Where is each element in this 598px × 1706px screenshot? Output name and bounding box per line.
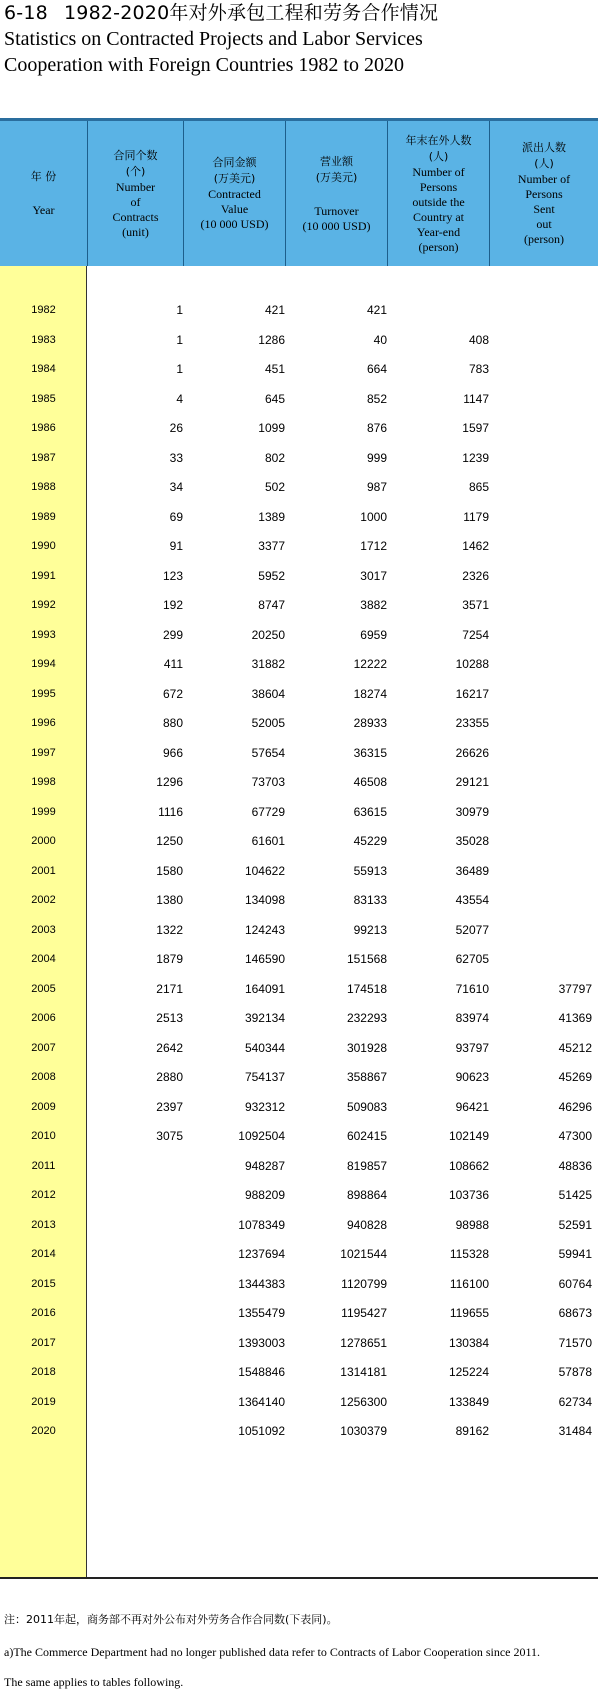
cell-contracts: 1380 [156, 893, 183, 907]
cell-persons-abroad: 1239 [462, 450, 489, 465]
cell-persons-abroad: 103736 [448, 1188, 489, 1202]
cell-contracts: 1 [176, 303, 183, 317]
header-sent-en-1: Number of [517, 172, 571, 186]
header-contracts-en-4: (unit) [122, 224, 149, 239]
header-contracts-en-2: of [130, 194, 141, 209]
header-year [0, 121, 87, 266]
cell-contracts: 2397 [156, 1099, 183, 1114]
cell-contracted-value: 1078349 [238, 1217, 285, 1232]
header-abroad-unit: (人) [428, 149, 449, 163]
footnote-english-2: The same applies to tables following. [4, 1675, 184, 1689]
cell-contracted-value: 540344 [244, 1040, 285, 1055]
cell-year: 2001 [31, 864, 56, 877]
cell-persons-abroad: 865 [468, 480, 489, 494]
cell-contracted-value: 164091 [244, 981, 285, 996]
table-row [0, 471, 598, 503]
cell-year: 1987 [31, 451, 56, 464]
title-english-line-2: Cooperation with Foreign Countries 1982 to 2020 [4, 54, 404, 76]
cell-contracted-value: 73703 [251, 775, 285, 789]
cell-year: 1993 [31, 628, 56, 641]
cell-turnover: 83133 [353, 893, 387, 907]
cell-year: 2018 [31, 1366, 56, 1378]
cell-persons-sent: 37797 [558, 981, 592, 996]
cell-contracted-value: 1099 [258, 421, 285, 435]
cell-contracted-value: 502 [264, 480, 285, 494]
cell-contracts: 1250 [156, 834, 183, 848]
table-row [0, 1150, 598, 1182]
cell-persons-abroad: 102149 [448, 1129, 489, 1143]
table-header [0, 121, 598, 266]
table-row [0, 1415, 598, 1447]
header-turnover [285, 121, 387, 266]
header-sent-en-2: Persons [525, 187, 563, 201]
header-sent-cn: 派出人数 [522, 141, 566, 154]
cell-turnover: 1195427 [341, 1306, 387, 1320]
header-contracts [87, 121, 183, 266]
table-row [0, 1091, 598, 1123]
cell-persons-abroad: 115328 [449, 1247, 489, 1261]
cell-turnover: 3882 [360, 598, 387, 612]
cell-contracted-value: 1548846 [238, 1365, 285, 1379]
cell-year: 2012 [31, 1189, 56, 1201]
cell-turnover: 1030379 [340, 1424, 387, 1438]
cell-year: 1989 [31, 510, 56, 523]
cell-persons-sent: 71570 [558, 1335, 592, 1350]
cell-contracted-value: 8747 [258, 598, 285, 612]
table-row [0, 353, 598, 385]
header-value-en-2: Value [220, 202, 249, 216]
cell-persons-abroad: 90623 [455, 1070, 489, 1084]
table-body [0, 266, 598, 1577]
cell-turnover: 174518 [346, 981, 387, 996]
table-row [0, 707, 598, 739]
table-row [0, 1386, 598, 1418]
cell-contracts: 880 [162, 716, 183, 730]
header-turnover-cn: 营业额 [320, 154, 353, 168]
table-row [0, 1179, 598, 1211]
table-row [0, 294, 598, 326]
table-row [0, 619, 598, 651]
cell-persons-abroad: 96421 [455, 1099, 489, 1114]
cell-year: 2019 [31, 1395, 56, 1408]
cell-year: 1990 [31, 540, 56, 552]
cell-persons-abroad: 16217 [455, 686, 489, 701]
table-bottom-rule [0, 1577, 598, 1579]
cell-persons-sent: 45269 [558, 1070, 592, 1084]
cell-turnover: 63615 [353, 804, 387, 819]
cell-turnover: 987 [366, 480, 387, 494]
cell-contracted-value: 3377 [258, 539, 285, 553]
cell-turnover: 1021544 [340, 1247, 387, 1261]
cell-persons-abroad: 408 [468, 332, 489, 347]
cell-contracted-value: 754137 [244, 1070, 285, 1084]
cell-contracted-value: 134098 [244, 893, 285, 907]
table-row [0, 1061, 598, 1093]
footnote-english-1: a)The Commerce Department had no longer published data refer to Contracts of Labor Cooperation since 2011. [4, 1645, 541, 1659]
cell-turnover: 301928 [346, 1040, 387, 1055]
table-row [0, 1209, 598, 1241]
cell-contracted-value: 1393003 [238, 1335, 285, 1350]
cell-year: 1983 [31, 333, 56, 346]
cell-persons-sent: 52591 [558, 1217, 592, 1232]
cell-contracted-value: 52005 [251, 716, 285, 730]
cell-year: 2017 [31, 1336, 56, 1349]
cell-contracted-value: 421 [264, 303, 285, 317]
cell-persons-abroad: 133849 [448, 1394, 489, 1409]
cell-contracted-value: 1092504 [238, 1129, 285, 1143]
header-abroad-en-3: outside the [412, 194, 465, 209]
cell-contracts: 34 [169, 480, 183, 494]
cell-persons-sent: 60764 [558, 1276, 592, 1291]
cell-persons-sent: 48836 [558, 1158, 592, 1173]
cell-year: 1995 [31, 687, 56, 700]
header-value-en-1: Contracted [208, 187, 261, 201]
cell-persons-abroad: 2326 [462, 568, 489, 583]
header-sent-en-4: out [536, 217, 552, 231]
cell-contracts: 966 [162, 745, 183, 760]
cell-year: 1992 [31, 599, 56, 611]
table-row [0, 442, 598, 474]
cell-persons-abroad: 3571 [462, 598, 489, 612]
cell-persons-abroad: 125224 [448, 1365, 489, 1379]
cell-year: 2020 [31, 1425, 56, 1437]
cell-contracted-value: 1051092 [238, 1424, 285, 1438]
table-row [0, 560, 598, 592]
cell-contracted-value: 61601 [251, 834, 285, 848]
cell-contracts: 1 [176, 332, 183, 347]
cell-contracts: 1322 [156, 922, 183, 937]
cell-year: 1984 [31, 363, 56, 375]
cell-persons-sent: 51425 [558, 1188, 592, 1202]
cell-year: 2014 [31, 1248, 56, 1260]
header-contracts-en-1: Number [115, 179, 156, 194]
cell-contracts: 4 [176, 391, 183, 406]
cell-contracts: 672 [162, 686, 183, 701]
cell-turnover: 999 [366, 450, 387, 465]
cell-turnover: 509083 [346, 1099, 387, 1114]
cell-persons-abroad: 783 [468, 362, 489, 376]
cell-turnover: 151568 [346, 952, 387, 966]
header-contracted-value [183, 121, 285, 266]
cell-year: 2004 [31, 953, 56, 965]
table-row [0, 1032, 598, 1064]
cell-contracted-value: 5952 [258, 568, 285, 583]
cell-year: 1998 [31, 776, 56, 788]
cell-persons-abroad: 7254 [462, 627, 489, 642]
header-sent-en-5: (person) [524, 232, 564, 246]
cell-persons-abroad: 62705 [455, 952, 489, 966]
statistics-table [0, 118, 598, 1578]
cell-contracts: 411 [163, 657, 183, 671]
cell-turnover: 1000 [360, 509, 387, 524]
cell-contracts: 3075 [156, 1129, 183, 1143]
cell-turnover: 28933 [353, 716, 387, 730]
cell-contracts: 69 [169, 509, 183, 524]
table-row [0, 648, 598, 680]
cell-contracted-value: 1389 [258, 509, 285, 524]
table-row [0, 1327, 598, 1359]
cell-turnover: 18274 [353, 686, 387, 701]
cell-turnover: 664 [366, 362, 387, 376]
cell-turnover: 55913 [353, 863, 387, 878]
cell-persons-abroad: 71610 [455, 981, 489, 996]
cell-contracted-value: 802 [264, 450, 285, 465]
cell-turnover: 1314181 [340, 1365, 387, 1379]
cell-turnover: 421 [366, 303, 387, 317]
cell-turnover: 1256300 [340, 1394, 387, 1409]
cell-year: 1994 [31, 658, 56, 670]
cell-contracts: 1879 [156, 952, 183, 966]
cell-persons-abroad: 1147 [463, 391, 489, 406]
cell-year: 2013 [31, 1218, 56, 1231]
footnote-chinese: 注：2011年起，商务部不再对外公布对外劳务合作合同数(下表同)。 [4, 1613, 338, 1626]
header-sent-unit: (人) [534, 157, 554, 170]
cell-year: 1985 [31, 392, 56, 405]
cell-persons-abroad: 130384 [448, 1335, 489, 1350]
table-row [0, 884, 598, 916]
table-row [0, 943, 598, 975]
table-row [0, 1297, 598, 1329]
table-row [0, 766, 598, 798]
cell-turnover: 45229 [353, 834, 387, 848]
cell-contracted-value: 67729 [251, 804, 285, 819]
cell-persons-abroad: 43554 [455, 893, 489, 907]
table-row [0, 1002, 598, 1034]
cell-contracted-value: 104622 [244, 863, 285, 878]
cell-persons-sent: 45212 [558, 1040, 592, 1055]
cell-turnover: 232293 [346, 1011, 387, 1025]
cell-persons-abroad: 119655 [449, 1306, 489, 1320]
cell-year: 2005 [31, 982, 56, 995]
header-value-en-3: (10 000 USD) [200, 217, 269, 231]
cell-persons-sent: 59941 [558, 1247, 592, 1261]
cell-persons-abroad: 83974 [455, 1011, 489, 1025]
cell-turnover: 36315 [353, 745, 387, 760]
cell-turnover: 3017 [360, 568, 387, 583]
cell-contracts: 33 [169, 450, 183, 465]
cell-contracts: 1580 [156, 863, 183, 878]
cell-year: 2010 [31, 1130, 56, 1142]
cell-persons-abroad: 98988 [455, 1217, 489, 1232]
cell-persons-abroad: 108662 [448, 1158, 489, 1173]
cell-contracts: 91 [169, 539, 183, 553]
header-value-cn: 合同金额 [212, 156, 257, 169]
table-row [0, 530, 598, 562]
cell-turnover: 40 [373, 332, 387, 347]
cell-contracted-value: 1237694 [238, 1247, 285, 1261]
cell-persons-abroad: 10288 [455, 657, 489, 671]
header-turnover-en-1: Turnover [314, 203, 359, 218]
title-cn-text: 1982-2020年对外承包工程和劳务合作情况 [64, 2, 439, 24]
cell-year: 2009 [31, 1100, 56, 1113]
header-abroad-en-4: Country at [413, 209, 464, 224]
cell-contracts: 2880 [156, 1070, 183, 1084]
cell-year: 2015 [31, 1277, 56, 1290]
cell-contracts: 1 [176, 362, 183, 376]
header-turnover-unit: (万美元) [315, 170, 358, 184]
table-row [0, 589, 598, 621]
header-persons-sent [489, 121, 598, 266]
cell-turnover: 602415 [346, 1129, 387, 1143]
cell-persons-sent: 57878 [558, 1365, 592, 1379]
header-persons-abroad [387, 121, 489, 266]
cell-year: 2016 [31, 1307, 56, 1319]
cell-contracts: 2513 [156, 1011, 183, 1025]
table-row [0, 1120, 598, 1152]
cell-year: 1991 [31, 569, 56, 582]
header-abroad-en-6: (person) [418, 239, 459, 254]
table-row [0, 1268, 598, 1300]
cell-year: 2003 [31, 923, 56, 936]
cell-turnover: 852 [366, 391, 387, 406]
title-block [4, 0, 594, 78]
cell-persons-abroad: 36489 [455, 863, 489, 878]
table-row [0, 1238, 598, 1270]
cell-contracted-value: 451 [264, 362, 285, 376]
cell-year: 1982 [31, 304, 56, 316]
cell-persons-abroad: 26626 [455, 745, 489, 760]
table-row [0, 678, 598, 710]
cell-year: 1999 [31, 805, 56, 818]
header-turnover-en-2: (10 000 USD) [302, 218, 371, 233]
cell-contracted-value: 932312 [244, 1099, 285, 1114]
cell-turnover: 819857 [346, 1158, 387, 1173]
cell-contracted-value: 988209 [244, 1188, 285, 1202]
cell-turnover: 12222 [353, 657, 387, 671]
cell-persons-abroad: 93797 [455, 1040, 489, 1055]
table-row [0, 412, 598, 444]
cell-turnover: 358867 [346, 1070, 387, 1084]
header-abroad-en-5: Year-end [416, 224, 461, 239]
cell-contracted-value: 124243 [244, 922, 285, 937]
cell-contracted-value: 1364140 [238, 1394, 285, 1409]
cell-contracted-value: 57654 [251, 745, 285, 760]
cell-persons-abroad: 1462 [462, 539, 489, 553]
table-row [0, 914, 598, 946]
cell-persons-abroad: 29121 [455, 775, 489, 789]
cell-persons-sent: 47300 [558, 1129, 592, 1143]
header-abroad-cn: 年末在外人数 [405, 133, 472, 147]
cell-turnover: 876 [366, 421, 387, 435]
cell-contracted-value: 645 [264, 391, 285, 406]
footnotes [4, 1612, 596, 1690]
header-contracts-cn: 合同个数 [113, 148, 158, 162]
cell-year: 1988 [31, 481, 56, 493]
header-year-en: Year [32, 203, 55, 217]
cell-persons-sent: 41369 [558, 1011, 592, 1025]
cell-contracts: 299 [162, 627, 183, 642]
cell-persons-sent: 62734 [558, 1394, 592, 1409]
cell-contracted-value: 1355479 [238, 1306, 285, 1320]
title-english-line-1: Statistics on Contracted Projects and Labor Services [4, 28, 423, 50]
header-value-unit: (万美元) [213, 172, 256, 185]
cell-contracts: 2171 [156, 981, 183, 996]
cell-year: 1997 [31, 746, 56, 759]
cell-contracted-value: 392134 [244, 1011, 285, 1025]
cell-persons-abroad: 30979 [455, 804, 489, 819]
cell-contracted-value: 146590 [244, 952, 285, 966]
table-row [0, 383, 598, 415]
cell-contracted-value: 20250 [251, 627, 285, 642]
cell-contracted-value: 38604 [251, 686, 285, 701]
table-row [0, 855, 598, 887]
cell-turnover: 6959 [360, 627, 387, 642]
cell-turnover: 46508 [353, 775, 387, 789]
header-contracts-en-3: Contracts [112, 209, 159, 224]
cell-year: 2000 [31, 835, 56, 847]
cell-turnover: 1278651 [340, 1335, 387, 1350]
table-row [0, 796, 598, 828]
cell-contracts: 123 [162, 568, 183, 583]
cell-persons-abroad: 35028 [455, 834, 489, 848]
cell-year: 2002 [31, 894, 56, 906]
cell-persons-sent: 68673 [558, 1306, 592, 1320]
cell-turnover: 1120799 [341, 1276, 387, 1291]
cell-year: 2011 [31, 1159, 56, 1172]
title-chinese [4, 0, 594, 26]
table-row [0, 973, 598, 1005]
cell-contracted-value: 948287 [244, 1158, 285, 1173]
cell-persons-abroad: 116100 [449, 1276, 489, 1291]
cell-turnover: 898864 [346, 1188, 387, 1202]
cell-contracts: 1116 [158, 804, 183, 819]
cell-persons-sent: 31484 [558, 1424, 592, 1438]
cell-year: 1986 [31, 422, 56, 434]
cell-year: 2007 [31, 1041, 56, 1054]
cell-persons-abroad: 1179 [463, 509, 489, 524]
cell-turnover: 1712 [360, 539, 387, 553]
cell-persons-sent: 46296 [558, 1099, 592, 1114]
cell-persons-abroad: 52077 [455, 922, 489, 937]
header-year-cn: 年 份 [30, 170, 57, 183]
header-abroad-en-2: Persons [419, 179, 458, 194]
cell-persons-abroad: 1597 [462, 421, 489, 435]
cell-persons-abroad: 89162 [455, 1424, 489, 1438]
cell-turnover: 940828 [346, 1217, 387, 1232]
cell-contracted-value: 1344383 [238, 1276, 285, 1291]
cell-year: 1996 [31, 717, 56, 729]
cell-turnover: 99213 [353, 922, 387, 937]
table-row [0, 1356, 598, 1388]
header-contracts-unit: (个) [125, 164, 146, 178]
table-row [0, 501, 598, 533]
table-row [0, 825, 598, 857]
cell-contracts: 2642 [156, 1040, 183, 1055]
header-abroad-en-1: Number of [412, 164, 465, 179]
table-row [0, 324, 598, 356]
cell-contracted-value: 1286 [258, 332, 285, 347]
header-sent-en-3: Sent [533, 202, 555, 216]
cell-contracts: 26 [169, 421, 183, 435]
cell-contracts: 192 [162, 598, 183, 612]
table-row [0, 737, 598, 769]
cell-contracted-value: 31882 [251, 657, 285, 671]
table-number: 6-18 [4, 2, 48, 24]
cell-year: 2008 [31, 1071, 56, 1083]
cell-contracts: 1296 [156, 775, 183, 789]
cell-year: 2006 [31, 1012, 56, 1024]
cell-persons-abroad: 23355 [455, 716, 489, 730]
